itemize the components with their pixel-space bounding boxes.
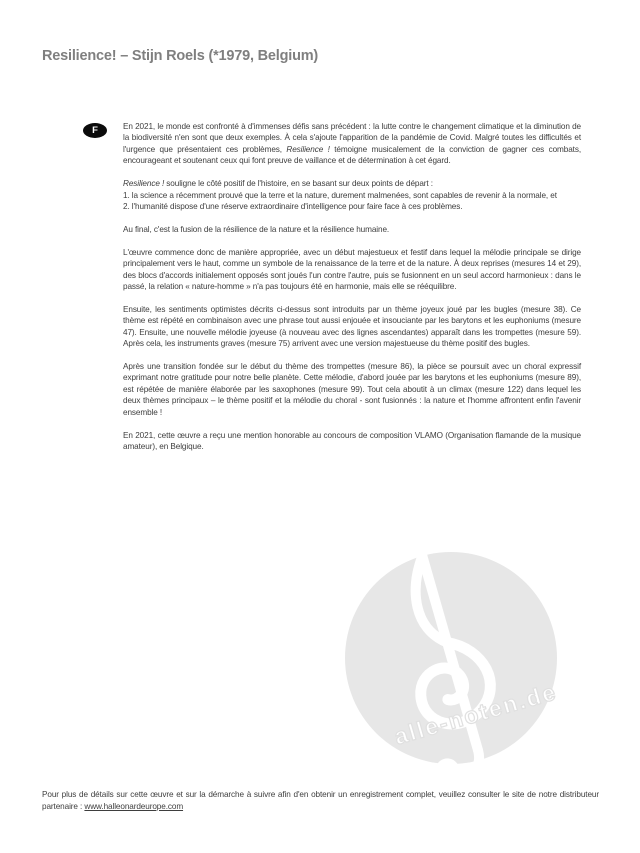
text-segment: Ensuite, les sentiments optimistes décrits ci-dessus sont introduits par un thème joyeux joué par les bugles (mesure 38). Ce thème est répété en combinaison avec une phrase tout aussi enjouée et insouciante par les barytons et les euphoniums (mesure 47). Ensuite, une nouvelle mélodie joyeuse (à nouveau avec des lignes ascendantes) apparaît dans les trompettes (mesure 59). Après cela, les instruments graves (mesure 75) arrivent avec une version majestueuse du thème positif des bugles. — [123, 304, 581, 349]
page-title: Resilience! – Stijn Roels (*1979, Belgium) — [42, 48, 319, 64]
work-title-inline: Resilience ! — [286, 144, 330, 154]
footer-note — [42, 789, 599, 813]
text-segment: Au final, c'est la fusion de la résilience de la nature et la résilience humaine. — [123, 224, 390, 234]
article-text — [123, 121, 581, 464]
paragraph — [123, 121, 581, 167]
publisher-watermark — [343, 546, 559, 792]
partner-website-link[interactable]: www.halleonardeurope.com — [84, 801, 184, 811]
paragraph — [123, 430, 581, 453]
footer-text: Pour plus de détails sur cette œuvre et sur la démarche à suivre afin d'en obtenir un enregistrement complet, veuillez consulter le site de notre distributeur partenaire : — [42, 790, 599, 811]
text-segment: 2. l'humanité dispose d'une réserve extraordinaire d'intelligence pour faire face à ces problèmes. — [123, 201, 463, 211]
paragraph — [123, 224, 581, 235]
text-segment: En 2021, le monde est confronté à d'immenses défis sans précédent : la lutte contre le changement climatique et la diminution de la biodiversité n'en sont que deux exemples. À cela s'ajoute l'apparition de la pandémie de Covid. Malgré toutes les difficultés et l'urgence que présentaient ces problèmes, — [123, 122, 581, 154]
text-segment: témoigne musicalement de la conviction de gagner ces combats, encourageant et soutenant ceux qui font preuve de vaillance et de détermination à cet égard. — [123, 144, 581, 166]
paragraph — [123, 361, 581, 418]
paragraph — [123, 178, 581, 212]
text-segment: Après une transition fondée sur le début du thème des trompettes (mesure 86), la pièce se poursuit avec un choral expressif exprimant notre gratitude pour notre belle planète. Cette mélodie, d'abord jouée par les barytons et les euphoniums (mesure 89), est répétée de manière élaborée par les saxophones (mesure 99). Tout cela aboutit à un climax (mesure 122) dans lequel les deux thèmes principaux – le thème positif et la mélodie du choral - sont fusionnés : la nature et l'homme affrontent enfin l'avenir ensemble ! — [123, 362, 581, 417]
text-segment: L'œuvre commence donc de manière appropriée, avec un début majestueux et festif dans lequel la mélodie principale se dirige principalement vers le haut, comme un symbole de la renaissance de la terre et de la nature. À deux reprises (mesures 14 et 29), des blocs d'accords initialement opposés sont joués l'un contre l'autre, puis se fusionnent en un seul accord harmonieux : dans le passé, la relation « nature-homme » n'a pas toujours été en harmonie, mais elle se rééquilibre. — [123, 247, 581, 291]
treble-clef-icon — [343, 546, 559, 792]
language-badge-french: F — [83, 123, 107, 138]
text-segment: souligne le côté positif de l'histoire, en se basant sur deux points de départ : — [164, 179, 433, 189]
paragraph — [123, 304, 581, 350]
watermark-text: alle-noten.de — [391, 678, 560, 750]
text-segment: En 2021, cette œuvre a reçu une mention honorable au concours de composition VLAMO (Organisation flamande de la musique amateur), en Belgique. — [123, 430, 581, 451]
text-segment: 1. la science a récemment prouvé que la terre et la nature, durement malmenées, sont capables de revenir à la normale, et — [123, 190, 557, 200]
paragraph — [123, 247, 581, 293]
work-title-inline: Resilience ! — [123, 179, 165, 189]
